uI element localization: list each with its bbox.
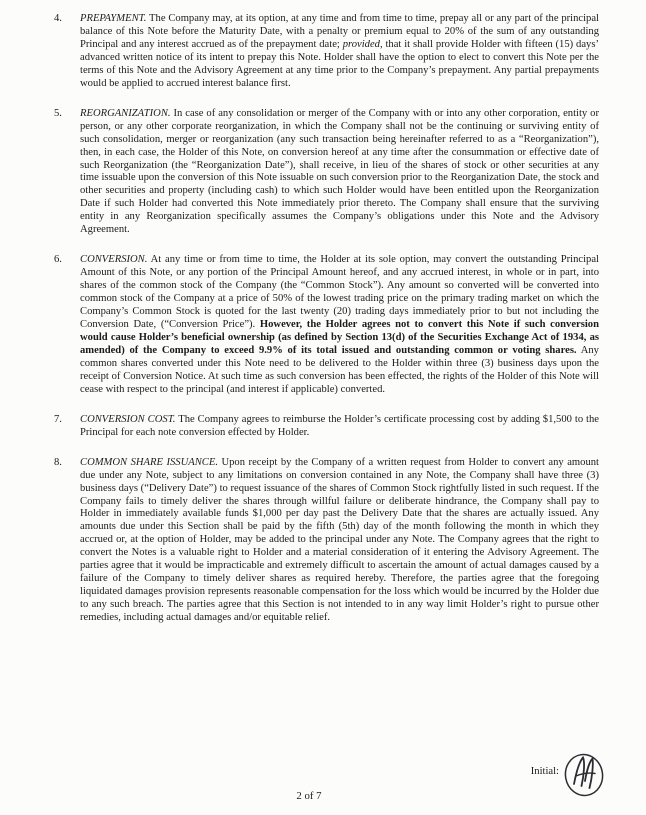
section-text [80, 414, 599, 440]
section-title: REORGANIZATION. [80, 107, 171, 119]
section-title: CONVERSION. [80, 254, 148, 266]
section-paragraph: , that it shall provide Holder with fifteen (15) days’ advanced written notice of its intent to prepay this Note. Holder shall have the option to elect to convert this Note per the terms of this Note and the Advisory Agreement at any time prior to the Company’s prepayment. Any partial prepayments would be applied to accrued interest balance first. [80, 38, 599, 89]
section-paragraph: In case of any consolidation or merger of the Company with or into any other corporation, entity or person, or any other corporate reorganization, in which the Company shall not be the continuing or surviving entity of such consolidation, merger or reorganization (any such transaction being hereinafter referred to as a “Reorganization”), then, in each case, the Holder of this Note, on conversion hereof at any time after the consummation or effective date of such Reorganization (the “Reorganization Date”), shall receive, in lieu of the shares of stock or other securities at any time issuable upon the conversion of this Note issuable on such conversion prior to the Reorganization Date, the stock and other securities and property (including cash) to which such Holder would have been entitled upon the Reorganization Date if such Holder had converted this Note immediately prior thereto. The Company shall ensure that the surviving entity in any Reorganization specifically assumes the Company’s obligations under this Note and the Advisory Agreement. [80, 107, 599, 236]
section-title: CONVERSION COST. [80, 413, 176, 425]
section-paragraph: The Company may, at its option, at any time and from time to time, prepay all or any part of the principal balance of this Note before the Maturity Date, with a penalty or premium equal to 20% of the sum of any outstanding Principal and any interest accrued as of the prepayment date; [80, 13, 599, 50]
section-paragraph-italic: provided [342, 38, 380, 50]
section-text [80, 13, 599, 91]
section-text [80, 457, 599, 625]
page-number: 2 of 7 [296, 790, 322, 802]
section-paragraph: Upon receipt by the Company of a written request from Holder to convert any amount due under any Note, subject to any limitations on conversion contained in any Note, the Company shall have three (3) business days (“Delivery Date”) to request issuance of the shares of Common Stock rightfully listed in such request. If the Company fails to timely deliver the shares through willful failure or deliberate hindrance, the Company shall pay to Holder in immediately available funds $1,000 per day past the Delivery Date that the shares are actually issued. Any amounts due under this Section shall be paid by the fifth (5th) day of the month following the month in which they accrued or, at the option of Holder, may be added to the principal under any Note. The Company agrees that the right to convert the Notes is a valuable right to Holder and a material consideration of it entering the Advisory Agreement. The parties agree that it would be impracticable and extremely difficult to ascertain the amount of actual damages caused by a failure of the Company to timely deliver shares as required hereby. Therefore, the parties agree that the foregoing liquidated damages provision represents reasonable compensation for the loss which would be incurred by the Holder due to any such breach. The parties agree that this Section is not intended to in any way limit Holder’s right to pursue other remedies, including actual damages and/or equitable relief. [80, 456, 599, 624]
section-common-share-issuance [54, 457, 599, 625]
section-reorganization [54, 108, 599, 238]
section-number: 6. [54, 254, 62, 266]
section-number: 4. [54, 13, 62, 24]
section-text [80, 108, 599, 238]
section-conversion [54, 254, 599, 396]
initial-label: Initial: [530, 765, 559, 777]
section-title: COMMON SHARE ISSUANCE. [80, 456, 218, 468]
section-text [80, 254, 599, 396]
section-conversion-cost [54, 414, 599, 440]
section-paragraph: Any common shares converted under this Note need to be delivered to the Holder within three (3) business days upon the receipt of Conversion Notice. At such time as such conversion has been effected, the rights of the Holder of this Note will cease with respect to the principal (and interest if applicable) converted. [80, 344, 599, 395]
section-paragraph: The Company agrees to reimburse the Holder’s certificate processing cost by adding $1,500 to the Principal for each note conversion effected by Holder. [80, 413, 600, 438]
section-number: 7. [54, 413, 62, 425]
section-title: PREPAYMENT. [80, 13, 147, 24]
section-number: 5. [54, 107, 62, 119]
section-paragraph: At any time or from time to time, the Holder at its sole option, may convert the outstanding Principal Amount of this Note, or any portion of the Principal Amount hereof, and any accrued interest, in whole or in part, into shares of the common stock of the Company (the “Common Stock”). Any amount so converted will be converted into common stock of the Company at a price of 50% of the lowest trading price on the primary trading market on which the Company’s Common Stock is quoted for the last twenty (20) trading days immediately prior to but not including the Conversion Date, (“Conversion Price”). [80, 254, 599, 331]
section-paragraph-bold: However, the Holder agrees not to convert this Note if such conversion would cause Holder’s beneficial ownership (as defined by Section 13(d) of the Securities Exchange Act of 1934, as amended) of the Company to exceed 9.9% of its total issued and outstanding common or voting shares. [80, 319, 599, 356]
section-number: 8. [54, 456, 62, 468]
section-prepayment [54, 13, 599, 91]
